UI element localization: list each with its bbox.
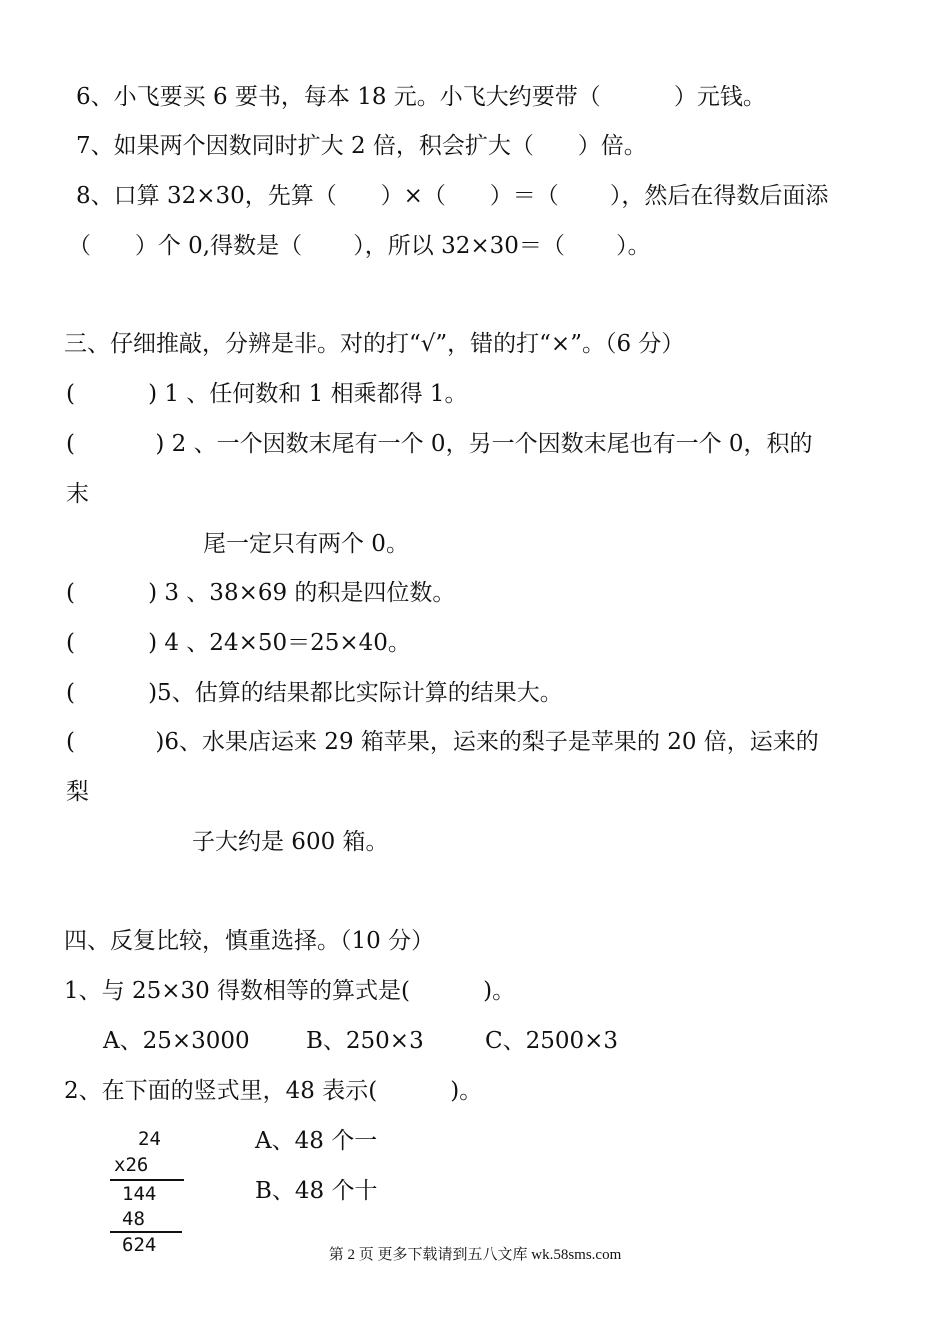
calc-multiplier: x26: [114, 1154, 149, 1176]
judge-item-2-cont: 尾一定只有两个 0。: [203, 531, 409, 557]
calc-result: 624: [122, 1234, 157, 1256]
calc-partial-1: 144: [122, 1183, 157, 1205]
choice-q1: 1、与 25×30 得数相等的算式是( )。: [64, 978, 516, 1004]
judge-item-1: ( ) 1 、任何数和 1 相乘都得 1。: [66, 381, 468, 407]
choice-q1-option-c: C、2500×3: [485, 1028, 619, 1054]
section4-heading: 四、反复比较，慎重选择。（10 分）: [64, 928, 435, 954]
judge-item-3: ( ) 3 、38×69 的积是四位数。: [66, 580, 456, 606]
calc-rule-1: [110, 1179, 184, 1181]
choice-q1-option-b: B、250×3: [306, 1028, 424, 1054]
question-8-line2: （ ）个 0,得数是（ ），所以 32×30＝（ ）。: [68, 233, 651, 259]
question-8-line1: 8、口算 32×30，先算（ ）×（ ）＝（ ），然后在得数后面添: [76, 183, 829, 209]
calc-multiplicand: 24: [138, 1128, 161, 1150]
judge-item-2-wrap: 末: [66, 481, 89, 507]
judge-item-6-cont: 子大约是 600 箱。: [192, 829, 389, 855]
judge-item-6-wrap: 梨: [66, 779, 89, 805]
judge-item-4: ( ) 4 、24×50＝25×40。: [66, 630, 411, 656]
judge-item-5: ( )5、估算的结果都比实际计算的结果大。: [66, 680, 563, 706]
calc-partial-2: 48: [122, 1208, 145, 1230]
choice-q2-option-b: B、48 个十: [255, 1178, 378, 1204]
choice-q2-option-a: A、48 个一: [255, 1128, 378, 1154]
question-7: 7、如果两个因数同时扩大 2 倍，积会扩大（ ）倍。: [76, 133, 647, 159]
choice-q1-option-a: A、25×3000: [103, 1028, 250, 1054]
page-footer: 第 2 页 更多下载请到五八文库 wk.58sms.com: [328, 1247, 622, 1263]
calc-rule-2: [110, 1231, 182, 1233]
choice-q2: 2、在下面的竖式里，48 表示( )。: [64, 1078, 483, 1104]
judge-item-6: ( )6、水果店运来 29 箱苹果，运来的梨子是苹果的 20 倍，运来的: [66, 729, 819, 755]
judge-item-2: ( ) 2 、一个因数末尾有一个 0，另一个因数末尾也有一个 0，积的: [66, 431, 813, 457]
section3-heading: 三、仔细推敲，分辨是非。对的打“√”，错的打“×”。（6 分）: [64, 331, 685, 357]
question-6: 6、小飞要买 6 要书，每本 18 元。小飞大约要带（ ）元钱。: [76, 84, 766, 110]
